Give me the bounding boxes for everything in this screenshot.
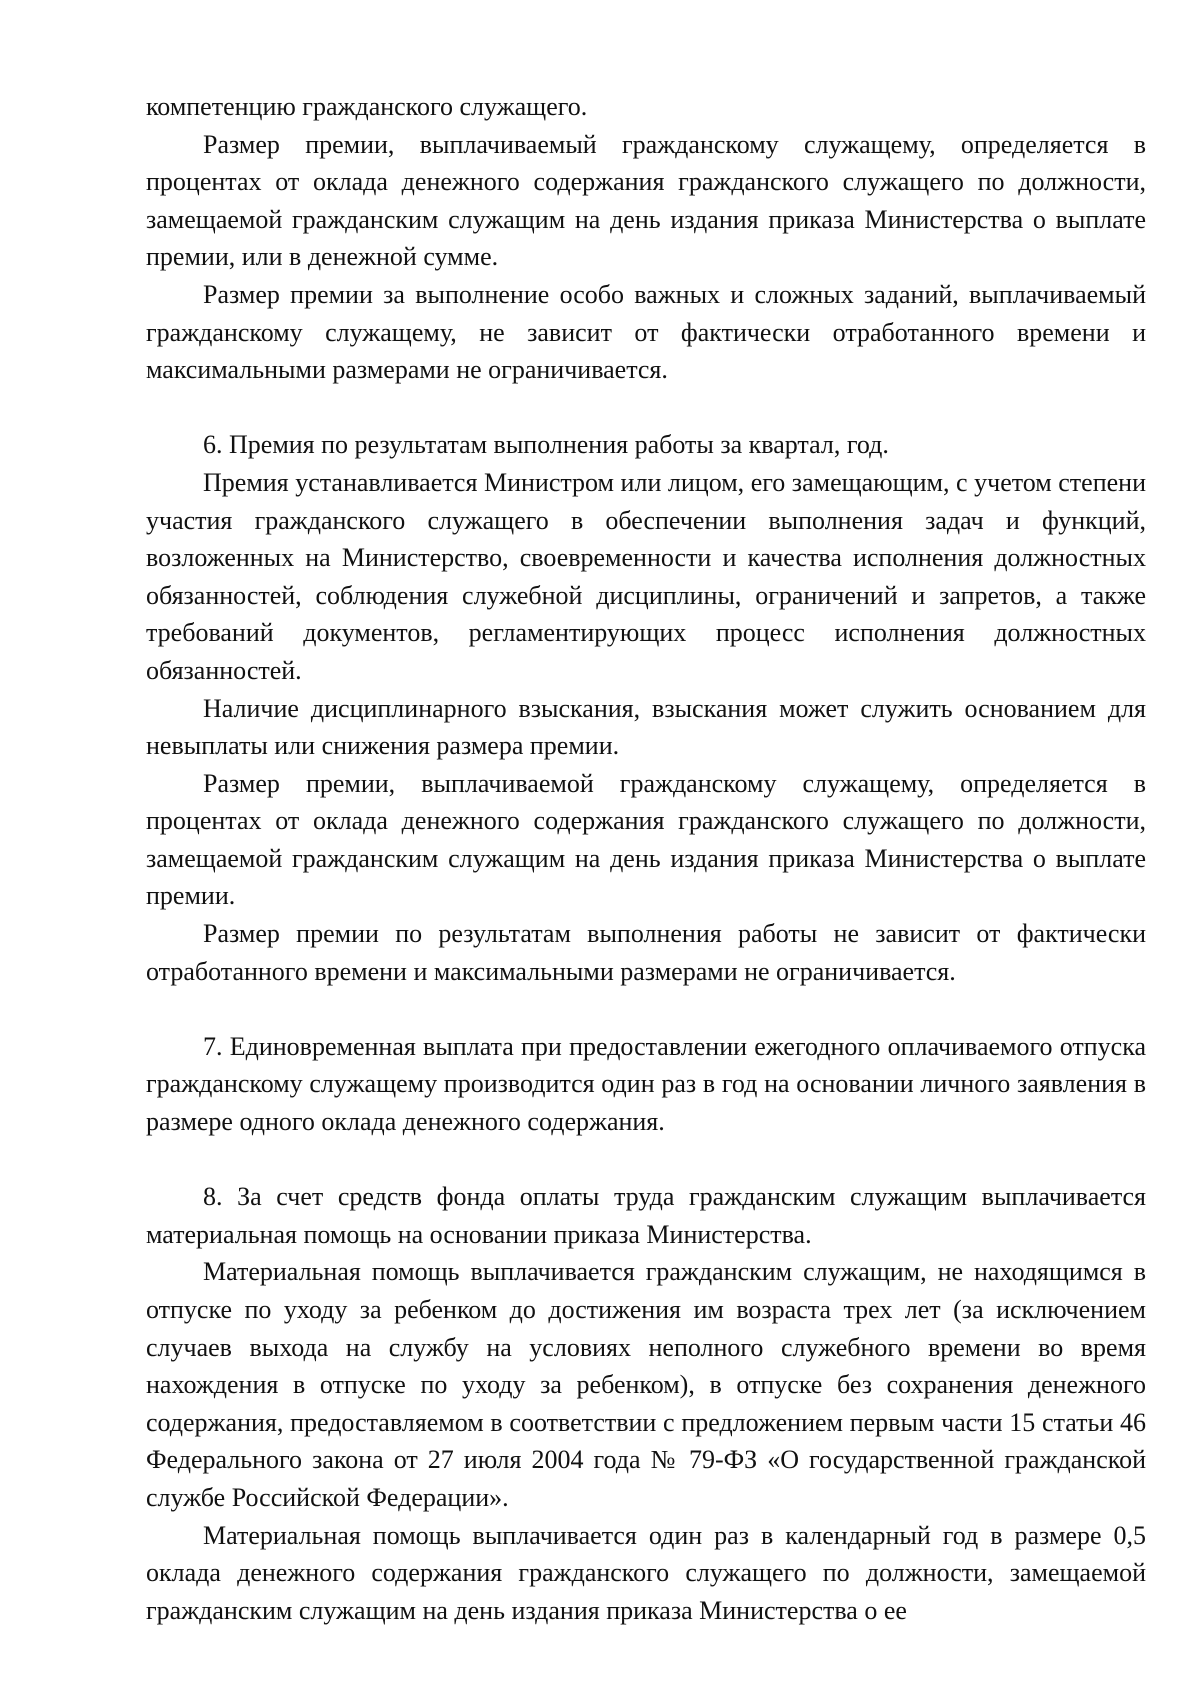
paragraph-material-aid-amount: Материальная помощь выплачивается один раз в календарный год в размере 0,5 оклада денежного содержания гражданского служащего по должности, замещаемой гражданским служащим на день издания приказа Министерства о ее xyxy=(146,1520,1146,1625)
paragraph-continuation: компетенцию гражданского служащего. xyxy=(146,92,588,121)
spacer xyxy=(146,389,1146,427)
document-page xyxy=(146,88,1146,1629)
paragraph-disciplinary-penalty: Наличие дисциплинарного взыскания, взыскания может служить основанием для невыплаты или снижения размера премии. xyxy=(146,693,1146,761)
paragraph-premium-results: Размер премии по результатам выполнения работы не зависит от фактически отработанного времени и максимальными размерами не ограничивается. xyxy=(146,919,1146,986)
paragraph-premium-size: Размер премии, выплачиваемый гражданскому служащему, определяется в процентах от оклада денежного содержания гражданского служащего по должности, замещаемой гражданским служащим на день издания приказа Министерства о выплате премии, или в денежной сумме. xyxy=(146,129,1146,272)
section-8-material-aid: 8. За счет средств фонда оплаты труда гражданским служащим выплачивается материальная помощь на основании приказа Министерства. xyxy=(146,1182,1146,1249)
spacer xyxy=(146,990,1146,1028)
section-7-lump-sum: 7. Единовременная выплата при предоставлении ежегодного оплачиваемого отпуска гражданскому служащему производится один раз в год на основании личного заявления в размере одного оклада денежного содержания. xyxy=(146,1031,1146,1137)
spacer xyxy=(146,1141,1146,1179)
paragraph-premium-established: Премия устанавливается Министром или лицом, его замещающим, с учетом степени участия гражданского служащего в обеспечении выполнения задач и функций, возложенных на Министерство, своевременности и качества исполнения должностных обязанностей, соблюдения служебной дисциплины, ограничений и запретов, а также требований документов, регламентирующих процесс исполнения должностных обязанностей. xyxy=(146,467,1146,685)
paragraph-premium-percent: Размер премии, выплачиваемой гражданскому служащему, определяется в процентах от оклада денежного содержания гражданского служащего по должности, замещаемой гражданским служащим на день издания приказа Министерства о выплате премии. xyxy=(146,768,1146,911)
section-6-heading: 6. Премия по результатам выполнения работы за квартал, год. xyxy=(203,430,889,460)
paragraph-material-aid-conditions: Материальная помощь выплачивается гражданским служащим, не находящимся в отпуске по уходу за ребенком до достижения им возраста трех лет (за исключением случаев выхода на службу на условиях неполного служебного времени во время нахождения в отпуске по уходу за ребенком), в отпуске без сохранения денежного содержания, предоставляемом в соответствии с предложением первым части 15 статьи 46 Федерального закона от 27 июля 2004 года № 79-ФЗ «О государственной гражданской службе Российской Федерации». xyxy=(146,1257,1146,1512)
paragraph-special-tasks-premium: Размер премии за выполнение особо важных и сложных заданий, выплачиваемый гражданскому служащему, не зависит от фактически отработанного времени и максимальными размерами не ограничивается. xyxy=(146,279,1146,385)
